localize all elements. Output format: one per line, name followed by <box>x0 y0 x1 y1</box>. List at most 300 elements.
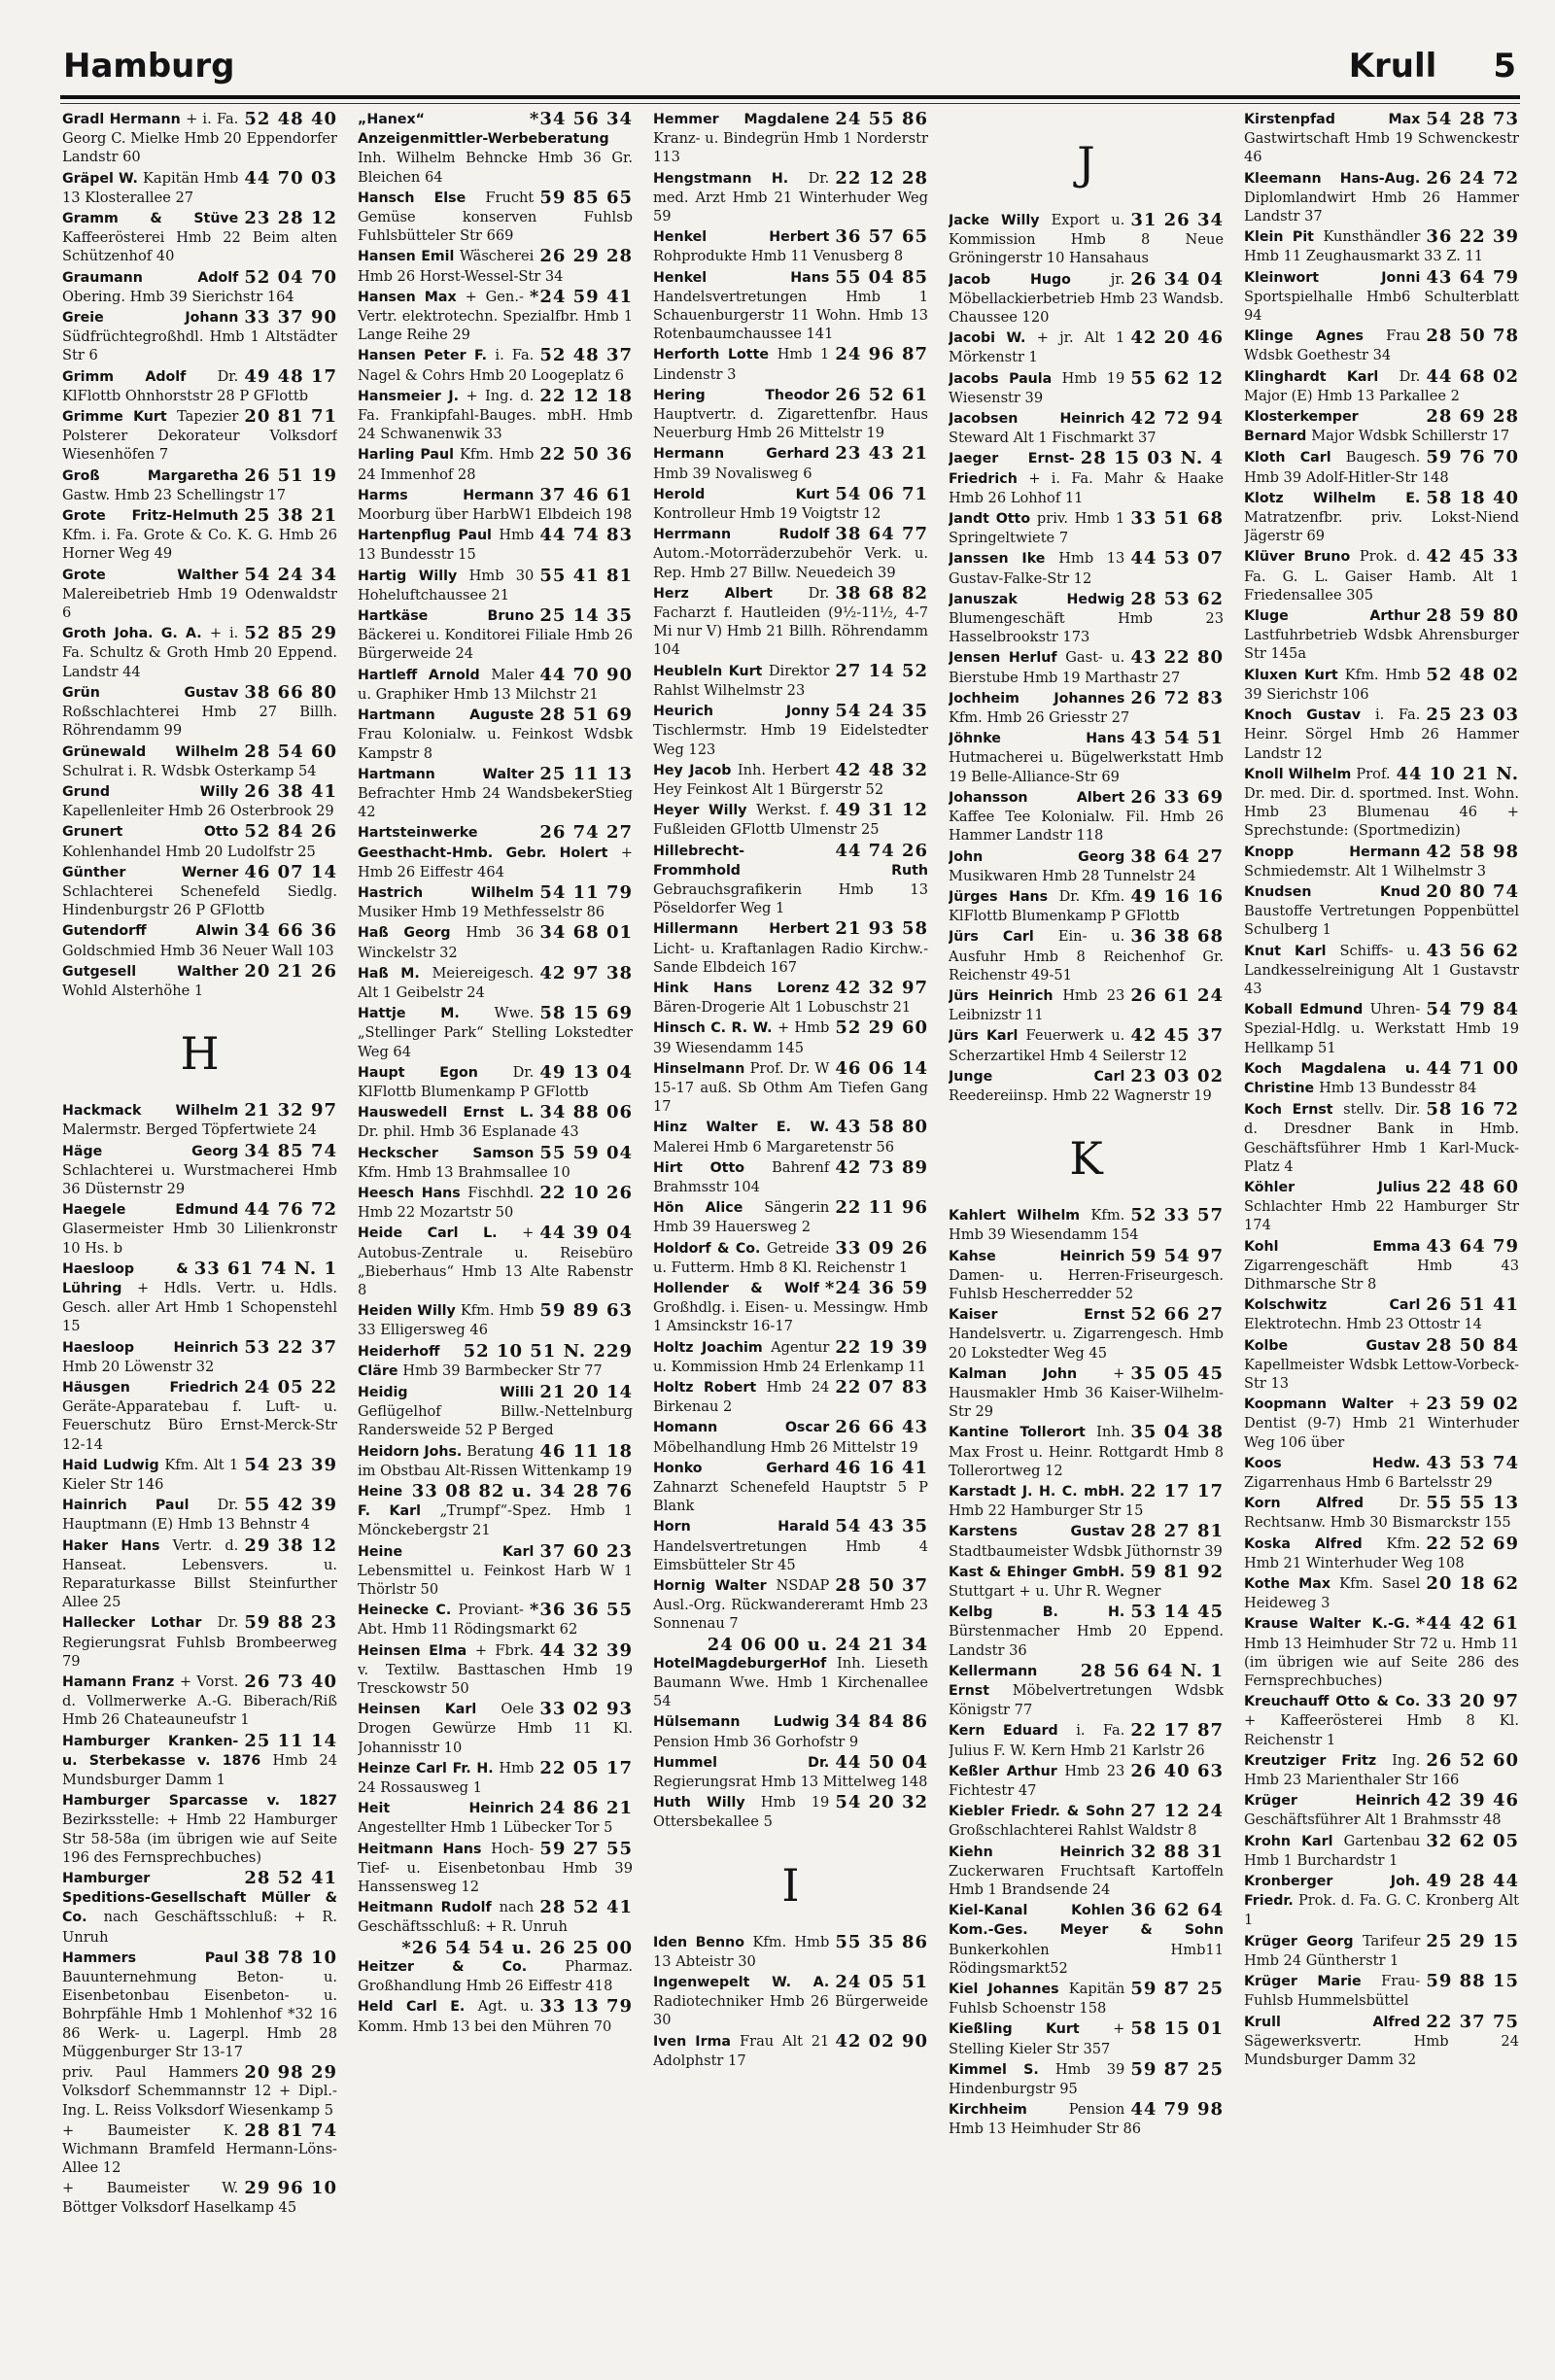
entry-phone: 22 11 96 <box>835 1197 928 1219</box>
entry-phone: 22 50 36 <box>539 444 633 466</box>
entry-name: Hackmack Wilhelm <box>62 1103 239 1120</box>
directory-entry <box>62 1613 337 1671</box>
entry-name: Heidig Willi <box>358 1385 535 1400</box>
entry-name: Jacobs Paula <box>949 370 1062 387</box>
entry-details: Hmb 24 Rossausweg 1 <box>358 1759 535 1797</box>
directory-entry <box>653 1459 928 1516</box>
entry-name: Köhler Julius <box>1244 1179 1421 1195</box>
directory-entry <box>62 407 337 465</box>
entry-phone: 42 45 33 <box>1426 546 1519 568</box>
entry-name: Kellermann Ernst <box>949 1663 1038 1700</box>
entry-phone: 26 34 04 <box>1130 268 1224 290</box>
entry-phone: 28 27 81 <box>1130 1521 1224 1542</box>
entry-phone: 42 39 46 <box>1426 1790 1519 1811</box>
directory-entry <box>1244 169 1519 226</box>
entry-name: Kleemann Hans-Aug. <box>1244 170 1421 187</box>
entry-name: Hallecker Lothar <box>62 1615 218 1632</box>
entry-details: Zigarrenhaus Hmb 6 Bartelsstr 29 <box>1244 1474 1493 1492</box>
directory-entry <box>1244 942 1519 999</box>
entry-details: Malerei Hmb 6 Margaretenstr 56 <box>653 1138 895 1156</box>
entry-name: Hartig Willy <box>358 568 469 584</box>
entry-details: + i. Fa. Mahr & Haake Hmb 26 Lohhof 11 <box>949 469 1224 506</box>
entry-details: stellv. Dir. d. Dresdner Bank in Hmb. Geschäftsführer Hmb 1 Karl-Muck-Platz 4 <box>1244 1101 1519 1175</box>
directory-entry <box>653 110 928 167</box>
directory-entry <box>62 209 337 266</box>
entry-name: Hirt Otto <box>653 1159 773 1176</box>
directory-entry <box>1244 1336 1519 1394</box>
entry-details: Frau Wdsbk Goethestr 34 <box>1244 328 1421 364</box>
entry-phone: 20 21 26 <box>244 960 337 982</box>
entry-details: Licht- u. Kraftanlagen Radio Kirchw.-Sande Elbdeich 167 <box>653 940 928 976</box>
entry-phone: 44 74 83 <box>539 525 633 546</box>
entry-name: Gradl Hermann <box>62 112 187 127</box>
directory-entry <box>653 1378 928 1416</box>
entry-phone: 26 73 40 <box>244 1672 337 1693</box>
entry-phone: 22 12 18 <box>539 385 633 406</box>
entry-details: Kfm. Hmb 13 Abteistr 30 <box>653 1933 830 1970</box>
entry-name: Hamburger Kranken- u. Sterbekasse v. 1876 <box>62 1733 273 1769</box>
entry-phone: 59 87 25 <box>1130 2058 1224 2080</box>
directory-entry <box>1244 448 1519 486</box>
entry-details: Wohld Alsterhöhe 1 <box>62 982 204 999</box>
entry-details: Frau-Fuhlsb Hummelsbüttel <box>1244 1973 1421 2010</box>
directory-entry <box>949 1364 1224 1422</box>
directory-entry <box>949 1721 1224 1759</box>
entry-phone: *34 56 34 <box>529 110 633 129</box>
entry-name: John Georg <box>949 848 1125 865</box>
entry-name: Hansen Max <box>358 289 466 305</box>
entry-name: Kiel-Kanal Kohlen Kom.-Ges. Meyer & Sohn <box>949 1903 1224 1939</box>
entry-phone: 49 13 04 <box>539 1061 633 1083</box>
entry-details: Zigarrengeschäft Hmb 43 Dithmarsche Str 8 <box>1244 1257 1519 1293</box>
entry-phone: 54 20 32 <box>835 1792 928 1813</box>
entry-name: Kiebler Friedr. & Sohn <box>949 1804 1125 1820</box>
entry-name: Kahlert Wilhelm <box>949 1208 1091 1224</box>
entry-phone: 38 68 82 <box>835 582 928 604</box>
entry-details: Getreide u. Futterm. Hmb 8 Kl. Reichenstr 1 <box>653 1239 909 1276</box>
entry-phone: 22 17 87 <box>1130 1720 1224 1742</box>
entry-details: Tapezier Polsterer Dekorateur Volksdorf Wiesenhöfen 7 <box>62 408 337 464</box>
directory-entry <box>62 1101 337 1139</box>
entry-name: Knut Karl <box>1244 943 1340 959</box>
entry-details: Hmb 30 Hoheluftchaussee 21 <box>358 567 535 604</box>
entry-phone: 26 74 27 <box>539 822 633 844</box>
entry-details: jr. Möbellackierbetrieb Hmb 23 Wandsb. Chaussee 120 <box>949 270 1224 327</box>
entry-details: Export u. Kommission Hmb 8 Neue Gröningerstr 10 Hansahaus <box>949 212 1224 267</box>
entry-details: Major Wdsbk Schillerstr 17 <box>1311 428 1510 445</box>
entry-name: Grote Fritz-Helmuth <box>62 508 239 525</box>
entry-details: Schiffs- u. Landkesselreinigung Alt 1 Gustavstr 43 <box>1244 942 1519 997</box>
directory-entry <box>358 189 633 246</box>
entry-name: Hummel Dr. <box>653 1754 830 1771</box>
entry-details: Fischhdl. Hmb 22 Mozartstr 50 <box>358 1184 535 1222</box>
directory-entry <box>1244 1059 1519 1098</box>
entry-name: Hillebrecht-Frommhold Ruth <box>653 843 928 879</box>
directory-entry <box>653 584 928 660</box>
entry-details: Inh. Lieseth Baumann Wwe. Hmb 1 Kirchenallee 54 <box>653 1654 928 1710</box>
entry-details: Kfm. Alt 1 Kieler Str 146 <box>62 1456 239 1493</box>
entry-name: Heitzer & Co. <box>358 1958 566 1975</box>
entry-name: Groß Margaretha <box>62 467 239 484</box>
directory-entry <box>949 449 1224 507</box>
entry-details: + Baumeister W. Böttger Volksdorf Haselkamp 45 <box>62 2180 297 2216</box>
entry-details: Sängerin Hmb 39 Hauersweg 2 <box>653 1199 830 1236</box>
entry-phone: 28 81 74 <box>244 2120 337 2141</box>
entry-name: Koos Hedw. <box>1244 1455 1421 1471</box>
entry-phone: 26 40 63 <box>1130 1760 1224 1781</box>
entry-details: Zahnarzt Schenefeld Hauptstr 5 P Blank <box>653 1479 928 1515</box>
directory-entry <box>653 1933 928 1971</box>
entry-phone: 58 18 40 <box>1426 487 1519 508</box>
entry-phone: 26 33 69 <box>1130 786 1224 808</box>
entry-details: Frau Alt 21 Adolphstr 17 <box>653 2032 830 2069</box>
entry-name: Heinecke C. <box>358 1603 459 1619</box>
entry-name: Hammers Paul <box>62 1949 239 1966</box>
column-3 <box>653 110 929 2364</box>
entry-phone: 34 84 86 <box>835 1711 928 1733</box>
entry-name: Haegele Edmund <box>62 1202 239 1219</box>
entry-phone: 54 28 73 <box>1426 110 1519 129</box>
entry-details: Kfm. Hmb 13 Brahmsallee 10 <box>358 1163 570 1181</box>
entry-name: Kluge Arthur <box>1244 608 1421 625</box>
directory-entry <box>653 485 928 523</box>
entry-details: Dr. Regierungsrat Fuhlsb Brombeerweg 79 <box>62 1614 337 1670</box>
entry-phone: 54 24 35 <box>835 701 928 722</box>
entry-phone: 20 18 62 <box>1426 1573 1519 1595</box>
entry-phone: 31 26 34 <box>1130 210 1224 230</box>
directory-entry <box>1244 1535 1519 1572</box>
column-4 <box>949 110 1225 2364</box>
entry-name: Heiderhoff Cläre <box>358 1343 440 1379</box>
entry-name: Häusgen Friedrich <box>62 1379 239 1396</box>
directory-entry <box>949 2060 1224 2098</box>
entry-phone: 59 88 23 <box>244 1612 337 1634</box>
directory-entry <box>1244 1832 1519 1870</box>
entry-details: Hmb 39 Novalisweg 6 <box>653 465 812 482</box>
entry-details: Autom.-Motorräderzubehör Verk. u. Rep. Hmb 27 Billw. Neuedeich 39 <box>653 545 928 581</box>
entry-phone: 59 54 97 <box>1130 1245 1224 1266</box>
entry-name: Hön Alice <box>653 1200 765 1217</box>
entry-phone: 27 12 24 <box>1130 1801 1224 1822</box>
directory-entry <box>62 367 337 405</box>
directory-entry <box>949 986 1224 1024</box>
entry-details: Pension Hmb 13 Heimhuder Str 86 <box>949 2101 1142 2138</box>
entry-name: Kirstenpfad Max <box>1244 112 1421 127</box>
directory-entry <box>1244 1454 1519 1492</box>
entry-name: Jürs Carl <box>949 929 1058 946</box>
section-letter: H <box>180 1027 220 1081</box>
directory-entry <box>653 227 928 265</box>
entry-name: Haker Hans <box>62 1537 173 1554</box>
entry-name: Huth Willy <box>653 1795 761 1811</box>
entry-phone: 26 29 28 <box>539 246 633 267</box>
entry-name: Grimm Adolf <box>62 368 218 385</box>
directory-entry <box>358 567 633 604</box>
entry-phone: 21 32 97 <box>244 1100 337 1121</box>
directory-entry <box>653 1973 928 2030</box>
entry-details: Regierungsrat Hmb 13 Mittelweg 148 <box>653 1774 928 1791</box>
entry-details: Obering. Hmb 39 Sierichstr 164 <box>62 288 294 305</box>
entry-details: Glasermeister Hmb 30 Lilienkronstr 10 Hs. b <box>62 1221 337 1257</box>
entry-phone: 54 43 35 <box>835 1516 928 1537</box>
entry-phone: *24 36 59 <box>824 1277 928 1298</box>
entry-details: NSDAP Ausl.-Org. Rückwandereramt Hmb 23 Sonnenau 7 <box>653 1577 928 1633</box>
directory-entry <box>358 1840 633 1897</box>
entry-name: Jacob Hugo <box>949 271 1111 288</box>
entry-details: Proviant-Abt. Hmb 11 Rödingsmarkt 62 <box>358 1602 578 1638</box>
directory-entry <box>358 1442 633 1480</box>
directory-entry <box>62 683 337 741</box>
entry-name: Hinsch C. R. W. <box>653 1020 778 1037</box>
entry-phone: 55 35 86 <box>835 1931 928 1952</box>
directory-entry <box>358 387 633 444</box>
entry-details: + jr. Alt 1 Mörkenstr 1 <box>949 329 1125 366</box>
entry-phone: 52 10 51 N. 229 <box>463 1340 633 1362</box>
entry-details: Wwe. „Stellinger Park“ Stelling Lokstedter Weg 64 <box>358 1005 633 1060</box>
directory-entry <box>358 1601 633 1638</box>
entry-phone: 20 81 71 <box>244 406 337 428</box>
entry-details: Lebensmittel u. Feinkost Harb W 1 Thörlstr 50 <box>358 1562 633 1599</box>
entry-details: + Hdls. Vertr. u. Hdls. Gesch. aller Art Hmb 1 Schopenstehl 15 <box>62 1279 338 1335</box>
entry-details: Hauptvertr. d. Zigarettenfbr. Haus Neuerburg Hmb 26 Mittelstr 19 <box>653 406 928 442</box>
entry-details: i. Fa. Julius F. W. Kern Hmb 21 Karlstr 26 <box>949 1722 1205 1759</box>
entry-details: + Stelling Kieler Str 357 <box>949 2020 1125 2057</box>
entry-name: Kern Eduard <box>949 1723 1077 1740</box>
entry-name: Jacobi W. <box>949 330 1037 347</box>
entry-details: Bunkerkohlen Hmb11 Rödingsmarkt52 <box>949 1941 1224 1977</box>
entry-details: Hmb 13 Gustav-Falke-Str 12 <box>949 550 1125 587</box>
entry-phone: 22 48 60 <box>1426 1176 1519 1197</box>
directory-entry <box>358 1103 633 1141</box>
directory-entry <box>653 979 928 1017</box>
directory-entry <box>949 1901 1224 1978</box>
entry-details: Direktor Rahlst Wilhelmstr 23 <box>653 662 830 699</box>
directory-entry <box>949 2100 1224 2138</box>
entry-phone: 36 57 65 <box>835 226 928 248</box>
entry-details: Frau Kolonialw. u. Feinkost Wdsbk Kampstr 8 <box>358 726 633 762</box>
entry-details: Hmb 1 Lindenstr 3 <box>653 346 830 383</box>
entry-details: Angestellter Hmb 1 Lübecker Tor 5 <box>358 1819 613 1837</box>
entry-details: Malereibetrieb Hmb 19 Odenwaldstr 6 <box>62 585 337 622</box>
entry-name: Hering Theodor <box>653 387 830 403</box>
directory-entry <box>358 765 633 822</box>
entry-details: Handelsvertr. u. Zigarrengesch. Hmb 20 Lokstedter Weg 45 <box>949 1326 1224 1362</box>
entry-name: Kahse Heinrich <box>949 1248 1125 1264</box>
entry-details: Feuerwerk u. Scherzartikel Hmb 4 Seilerstr 12 <box>949 1027 1188 1064</box>
directory-entry <box>1244 1872 1519 1930</box>
entry-name: Hermann Gerhard <box>653 446 830 463</box>
entry-name: Haesloop Heinrich <box>62 1339 239 1356</box>
entry-name: Hinz Walter E. W. <box>653 1120 830 1136</box>
entry-name: „Hanex“ Anzeigenmittler-Werbeberatung <box>358 112 609 148</box>
entry-name: Knopp Hermann <box>1244 844 1421 860</box>
entry-details: Geflügelhof Billw.-Nettelnburg Randersweide 52 P Berged <box>358 1403 633 1439</box>
directory-entry <box>949 1980 1224 2018</box>
entry-name: Koball Edmund <box>1244 1002 1370 1018</box>
directory-entry <box>62 1791 337 1867</box>
entry-name: Horn Harald <box>653 1519 830 1535</box>
entry-phone: 52 66 27 <box>1130 1304 1224 1326</box>
entry-details: Hmb 24 Mundsburger Damm 1 <box>62 1751 337 1789</box>
directory-entry <box>949 369 1224 407</box>
entry-details: + Fbrk. v. Textilw. Basttaschen Hmb 19 Tresckowstr 50 <box>358 1641 633 1698</box>
entry-phone: 46 07 14 <box>244 861 337 882</box>
entry-details: Steward Alt 1 Fischmarkt 37 <box>949 430 1157 447</box>
entry-phone: 25 11 14 <box>244 1730 337 1751</box>
entry-name: Knoch Gustav <box>1244 707 1375 724</box>
entry-name: Grün Gustav <box>62 684 239 701</box>
entry-phone: 44 10 21 N. <box>1396 763 1519 784</box>
entry-phone: 26 51 41 <box>1426 1294 1519 1316</box>
entry-phone: 43 56 62 <box>1426 940 1519 961</box>
entry-name: Iden Benno <box>653 1934 753 1950</box>
entry-name: Knoll Wilhelm <box>1244 766 1357 782</box>
entry-phone: 33 20 97 <box>1426 1691 1519 1712</box>
entry-phone: 28 54 60 <box>244 741 337 762</box>
directory-entry <box>62 921 337 959</box>
entry-name: Heit Heinrich <box>358 1801 535 1817</box>
entry-details: Prof. Dr. W 15-17 auß. Sb Othm Am Tiefen Gang 17 <box>653 1059 928 1116</box>
entry-name: Keßler Arthur <box>949 1763 1065 1779</box>
directory-entry <box>653 1018 928 1056</box>
directory-entry <box>358 1542 633 1600</box>
entry-name: Holtz Joachim <box>653 1339 772 1356</box>
entry-phone: 55 42 39 <box>244 1495 337 1516</box>
entry-phone: 49 16 16 <box>1130 885 1224 907</box>
directory-entry <box>62 1949 337 2061</box>
entry-details: Bahrenf Brahmsstr 104 <box>653 1158 830 1195</box>
directory-entry <box>949 328 1224 366</box>
entry-name: Heidorn Johs. <box>358 1443 467 1460</box>
entry-name: Kalman John <box>949 1365 1114 1382</box>
entry-details: Bäckerei u. Konditorei Filiale Hmb 26 Bürgerweide 24 <box>358 627 633 663</box>
directory-entry <box>1244 2013 1519 2070</box>
entry-details: Hmb 19 Ottersbekallee 5 <box>653 1794 830 1831</box>
entry-name: Groth Joha. G. A. <box>62 626 210 642</box>
entry-phone: 28 15 03 N. 4 <box>1080 448 1224 469</box>
entry-name: Hornig Walter <box>653 1578 777 1595</box>
entry-phone: *36 36 55 <box>529 1600 633 1621</box>
directory-entry <box>949 270 1224 328</box>
entry-phone: 28 53 62 <box>1130 588 1224 609</box>
entry-name: Heurich Jonny <box>653 704 830 720</box>
entry-name: Hollender & Wolf <box>653 1280 819 1296</box>
entry-phone: 34 88 06 <box>539 1102 633 1123</box>
entry-name: Kothe Max <box>1244 1576 1340 1593</box>
directory-entry <box>1244 367 1519 405</box>
directory-entry <box>358 526 633 564</box>
entry-name: Kleinwort Jonni <box>1244 269 1421 286</box>
entry-details: + Gen.-Vertr. elektrotechn. Spezialfbr. Hmb 1 Lange Reihe 29 <box>358 288 633 344</box>
entry-name: Krüger Heinrich <box>1244 1793 1421 1810</box>
entry-name: Gräpel W. <box>62 170 143 187</box>
entry-details: Kapitän Fuhlsb Schoenstr 158 <box>949 1981 1125 2018</box>
entry-name: Kolschwitz Carl <box>1244 1297 1421 1314</box>
directory-entry <box>62 110 337 167</box>
directory-entry <box>949 1482 1224 1520</box>
entry-phone: 59 81 92 <box>1130 1561 1224 1582</box>
directory-entry <box>62 1869 337 1947</box>
entry-details: Stuttgart + u. Uhr R. Wegner <box>949 1583 1161 1600</box>
header-rule-thin <box>60 103 1520 104</box>
entry-name: Hansmeier J. <box>358 388 466 404</box>
page-number: 5 <box>1493 47 1516 86</box>
entry-name: Jacobsen Heinrich <box>949 411 1125 428</box>
directory-entry <box>62 782 337 820</box>
entry-details: Hmb 39 Hindenburgstr 95 <box>949 2060 1125 2098</box>
directory-entry <box>653 1239 928 1277</box>
entry-phone: 26 66 43 <box>835 1417 928 1438</box>
entry-phone: 43 22 80 <box>1130 647 1224 669</box>
entry-phone: 43 53 74 <box>1426 1452 1519 1473</box>
entry-phone: 33 02 93 <box>539 1699 633 1720</box>
entry-details: Gastwirtschaft Hmb 19 Schwenckestr 46 <box>1244 130 1519 166</box>
entry-name: Kast & Ehinger GmbH. <box>949 1564 1125 1580</box>
directory-entry <box>1244 1178 1519 1235</box>
entry-details: Stadtbaumeister Wdsbk Jüthornstr 39 <box>949 1542 1223 1560</box>
directory-entry <box>358 706 633 763</box>
entry-details: + Hmb 39 Wiesendamm 145 <box>653 1019 830 1056</box>
entry-details: + i. Fa. Schultz & Groth Hmb 20 Eppend. Landstr 44 <box>62 625 337 680</box>
entry-name: Heiden Willy <box>358 1303 461 1320</box>
entry-details: Hmb 36 Winckelstr 32 <box>358 924 535 961</box>
entry-name: Hartenpflug Paul <box>358 528 500 544</box>
directory-entry <box>62 624 337 681</box>
directory-entry <box>62 1673 337 1730</box>
directory-entry <box>62 1200 337 1258</box>
entry-phone: 43 58 80 <box>835 1117 928 1138</box>
directory-entry <box>62 1338 337 1376</box>
entry-phone: 44 70 90 <box>539 664 633 685</box>
entry-phone: *24 59 41 <box>529 286 633 307</box>
entry-name: Heitmann Rudolf <box>358 1900 500 1916</box>
entry-name: Klein Pit <box>1244 229 1324 246</box>
entry-details: Dr. Kfm. KlFlottb Blumenkamp P GFlottb <box>949 887 1180 925</box>
entry-phone: 33 13 79 <box>539 1996 633 2018</box>
entry-details: Kfm. i. Fa. Grote & Co. K. G. Hmb 26 Horner Weg 49 <box>62 527 337 563</box>
directory-entry <box>1244 1000 1519 1057</box>
entry-name: Krüger Georg <box>1244 1933 1363 1949</box>
directory-entry <box>1244 1751 1519 1789</box>
entry-details: i. Fa. Nagel & Cohrs Hmb 20 Loogeplatz 6 <box>358 347 625 384</box>
entry-details: Pension Hmb 36 Gorhofstr 9 <box>653 1733 859 1750</box>
entry-name: Klosterkemper Bernard <box>1244 409 1359 445</box>
entry-name: Herold Kurt <box>653 486 830 502</box>
directory-entry <box>358 823 633 881</box>
entry-phone: 44 76 72 <box>244 1199 337 1221</box>
entry-details: Damen- u. Herren-Friseurgesch. Fuhlsb Hescherredder 52 <box>949 1266 1224 1302</box>
directory-entry <box>1244 1100 1519 1176</box>
entry-details: Kunsthändler Hmb 11 Zeughausmarkt 33 Z. 11 <box>1244 228 1484 265</box>
entry-phone: 28 52 41 <box>244 1868 337 1889</box>
entry-phone: 28 52 41 <box>539 1897 633 1918</box>
directory-entry <box>358 964 633 1002</box>
entry-phone: 35 05 45 <box>1130 1362 1224 1384</box>
entry-name: Günther Werner <box>62 864 239 880</box>
entry-phone: 55 41 81 <box>539 565 633 586</box>
entry-phone: 59 87 25 <box>1130 1979 1224 2000</box>
entry-name: Krause Walter K.-G. <box>1244 1616 1410 1633</box>
entry-name: Herrmann Rudolf <box>653 527 830 543</box>
entry-name: Koch Magdalena u. Christine <box>1244 1060 1421 1096</box>
entry-name: Grimme Kurt <box>62 409 178 426</box>
directory-entry <box>62 169 337 207</box>
directory-entry <box>1244 1395 1519 1452</box>
directory-entry <box>358 1482 633 1540</box>
directory-entry <box>1244 227 1519 265</box>
entry-details: Hmb 24 Birkenau 2 <box>653 1379 830 1416</box>
entry-details: Matratzenfbr. priv. Lokst-Niend Jägerstr 69 <box>1244 509 1519 545</box>
